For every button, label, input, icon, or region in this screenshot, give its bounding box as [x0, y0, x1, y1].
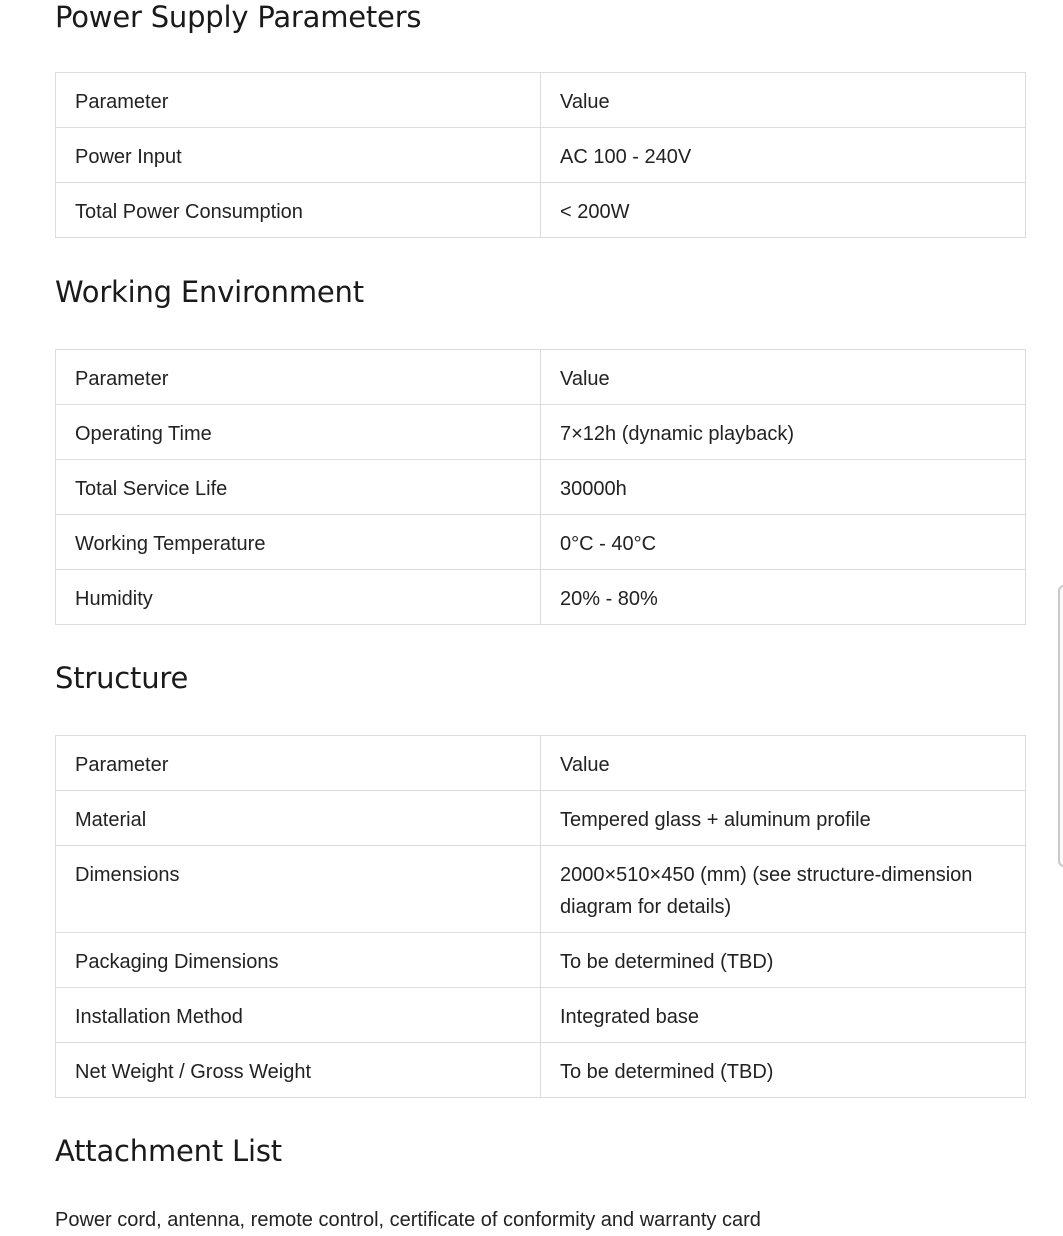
- value-cell: To be determined (TBD): [541, 933, 1026, 988]
- parameter-cell: Dimensions: [56, 846, 541, 933]
- value-cell: 30000h: [541, 460, 1026, 515]
- table-row: [56, 791, 1026, 846]
- column-header-parameter: Parameter: [56, 736, 541, 791]
- parameter-cell: Installation Method: [56, 988, 541, 1043]
- section-title-power-supply: Power Supply Parameters: [55, 0, 422, 34]
- power-supply-table: [55, 72, 1026, 238]
- parameter-cell: Working Temperature: [56, 515, 541, 570]
- column-header-value: Value: [541, 73, 1026, 128]
- table-row: [56, 1043, 1026, 1098]
- parameter-cell: Material: [56, 791, 541, 846]
- table-row: [56, 405, 1026, 460]
- table-row: [56, 933, 1026, 988]
- parameter-cell: Total Power Consumption: [56, 183, 541, 238]
- value-cell: 2000×510×450 (mm) (see structure-dimension diagram for details): [541, 846, 1026, 933]
- column-header-value: Value: [541, 736, 1026, 791]
- column-header-value: Value: [541, 350, 1026, 405]
- working-environment-table: [55, 349, 1026, 625]
- value-cell: 20% - 80%: [541, 570, 1026, 625]
- table-row: [56, 128, 1026, 183]
- section-title-working-environment: Working Environment: [55, 275, 364, 309]
- table-header-row: [56, 73, 1026, 128]
- attachment-text: Power cord, antenna, remote control, certificate of conformity and warranty card: [55, 1209, 761, 1231]
- table-row: [56, 570, 1026, 625]
- parameter-cell: Packaging Dimensions: [56, 933, 541, 988]
- section-title-structure: Structure: [55, 661, 189, 695]
- value-cell: AC 100 - 240V: [541, 128, 1026, 183]
- parameter-cell: Power Input: [56, 128, 541, 183]
- parameter-cell: Humidity: [56, 570, 541, 625]
- table-header-row: [56, 350, 1026, 405]
- scrollbar-handle[interactable]: [1058, 585, 1063, 867]
- value-cell: 0°C - 40°C: [541, 515, 1026, 570]
- table-row: [56, 183, 1026, 238]
- value-cell: < 200W: [541, 183, 1026, 238]
- value-cell: Tempered glass + aluminum profile: [541, 791, 1026, 846]
- table-header-row: [56, 736, 1026, 791]
- document-content: [55, 0, 1025, 1234]
- value-cell: Integrated base: [541, 988, 1026, 1043]
- column-header-parameter: Parameter: [56, 350, 541, 405]
- column-header-parameter: Parameter: [56, 73, 541, 128]
- parameter-cell: Net Weight / Gross Weight: [56, 1043, 541, 1098]
- table-row: [56, 460, 1026, 515]
- table-row: [56, 988, 1026, 1043]
- structure-table: [55, 735, 1026, 1098]
- section-title-attachment-list: Attachment List: [55, 1134, 282, 1168]
- parameter-cell: Total Service Life: [56, 460, 541, 515]
- table-row: [56, 846, 1026, 933]
- value-cell: To be determined (TBD): [541, 1043, 1026, 1098]
- parameter-cell: Operating Time: [56, 405, 541, 460]
- value-cell: 7×12h (dynamic playback): [541, 405, 1026, 460]
- table-row: [56, 515, 1026, 570]
